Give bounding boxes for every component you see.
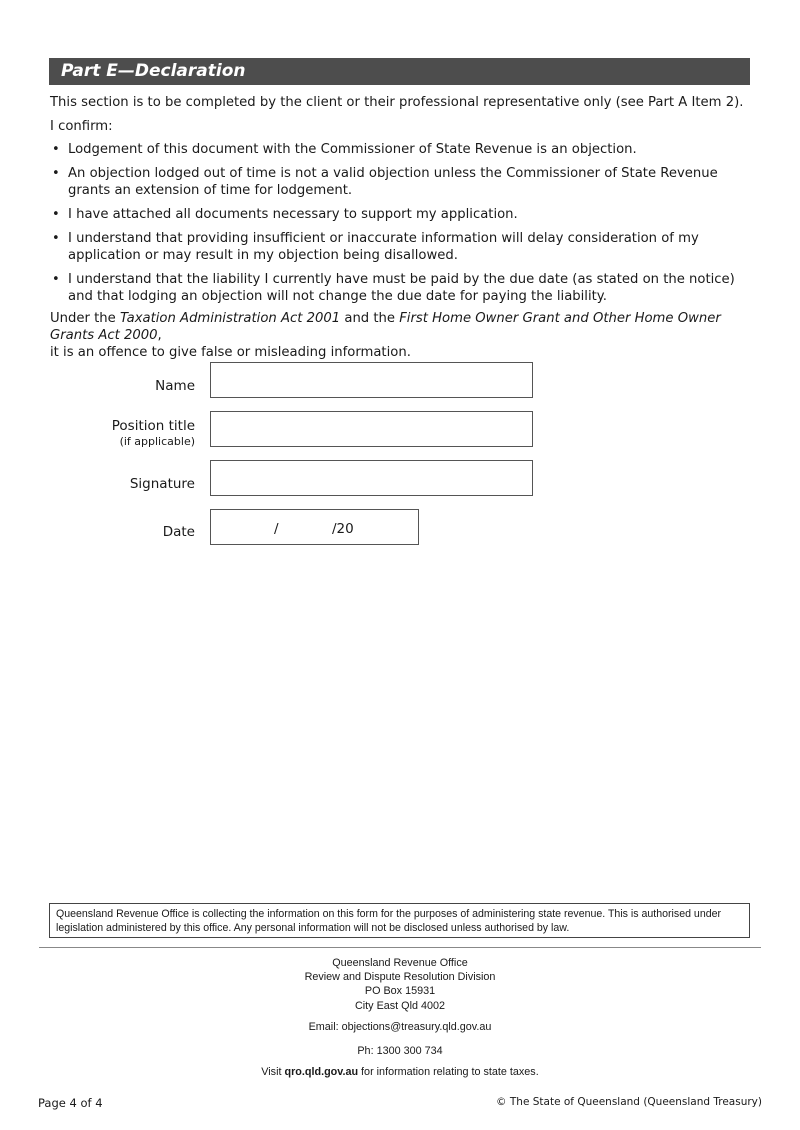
bullet-icon: • bbox=[52, 166, 60, 181]
copyright: © The State of Queensland (Queensland Treasury) bbox=[496, 1096, 762, 1108]
date-separator-day: / bbox=[274, 521, 279, 537]
position-title-label: Position title bbox=[111, 418, 195, 434]
position-label-group bbox=[112, 418, 195, 448]
list-item-text: I have attached all documents necessary to support my application. bbox=[68, 207, 518, 222]
bullet-icon: • bbox=[52, 207, 60, 222]
date-label: Date bbox=[162, 524, 195, 540]
contact-phone: Ph: 1300 300 734 bbox=[357, 1045, 443, 1057]
website-link[interactable]: qro.qld.gov.au bbox=[284, 1066, 359, 1078]
contact-city: City East Qld 4002 bbox=[354, 1000, 446, 1012]
bullet-icon: • bbox=[52, 142, 60, 157]
act-name-2: First Home Owner Grant and Other Home Owner Grants Act 2000 bbox=[50, 311, 721, 343]
page-number: Page 4 of 4 bbox=[38, 1096, 103, 1110]
date-separator-year: /20 bbox=[332, 521, 354, 537]
intro-text: This section is to be completed by the client or their professional representative only (see Part A Item 2). bbox=[50, 95, 744, 110]
contact-division: Review and Dispute Resolution Division bbox=[304, 971, 496, 983]
offence-suffix: , bbox=[157, 328, 162, 343]
signature-label: Signature bbox=[129, 476, 195, 492]
list-item bbox=[50, 165, 762, 199]
visit-suffix: for information relating to state taxes. bbox=[358, 1066, 539, 1078]
visit-prefix: Visit bbox=[261, 1066, 285, 1078]
list-item bbox=[50, 206, 762, 223]
list-item bbox=[50, 230, 762, 264]
list-item bbox=[50, 271, 762, 305]
offence-prefix: Under the bbox=[50, 311, 120, 326]
list-item-text: Lodgement of this document with the Commissioner of State Revenue is an objection. bbox=[68, 142, 637, 157]
position-title-field[interactable] bbox=[210, 411, 533, 447]
act-name-1: Taxation Administration Act 2001 bbox=[119, 311, 341, 326]
contact-visit bbox=[0, 1065, 800, 1080]
bullet-icon: • bbox=[52, 231, 60, 246]
confirm-text: I confirm: bbox=[50, 119, 113, 134]
section-heading: Part E—Declaration bbox=[49, 58, 750, 85]
name-field[interactable] bbox=[210, 362, 533, 398]
offence-middle: and the bbox=[340, 311, 400, 326]
list-item-text: I understand that the liability I currently have must be paid by the due date (as stated on the notice) and that lodging an objection will not change the due date for paying the liability. bbox=[68, 272, 735, 304]
name-label: Name bbox=[155, 378, 195, 394]
list-item-text: I understand that providing insufficient or inaccurate information will delay consideration of my application or may result in my objection being disallowed. bbox=[68, 231, 699, 263]
signature-field[interactable] bbox=[210, 460, 533, 496]
declaration-list bbox=[50, 141, 762, 312]
privacy-notice: Queensland Revenue Office is collecting the information on this form for the purposes of administering state revenue. This is authorised under legislation administered by this office. Any personal information will not be disclosed unless authorised by law. bbox=[49, 903, 750, 938]
offence-line-2: it is an offence to give false or misleading information. bbox=[50, 345, 411, 360]
position-title-sublabel: (if applicable) bbox=[119, 435, 195, 448]
bullet-icon: • bbox=[52, 272, 60, 287]
divider bbox=[39, 947, 761, 948]
offence-statement bbox=[50, 310, 762, 361]
contact-email[interactable]: Email: objections@treasury.qld.gov.au bbox=[308, 1021, 492, 1033]
list-item-text: An objection lodged out of time is not a valid objection unless the Commissioner of State Revenue grants an extension of time for lodgement. bbox=[68, 166, 718, 198]
contact-po-box: PO Box 15931 bbox=[364, 985, 436, 997]
date-field[interactable] bbox=[210, 509, 419, 545]
contact-org: Queensland Revenue Office bbox=[332, 957, 468, 969]
list-item bbox=[50, 141, 762, 158]
